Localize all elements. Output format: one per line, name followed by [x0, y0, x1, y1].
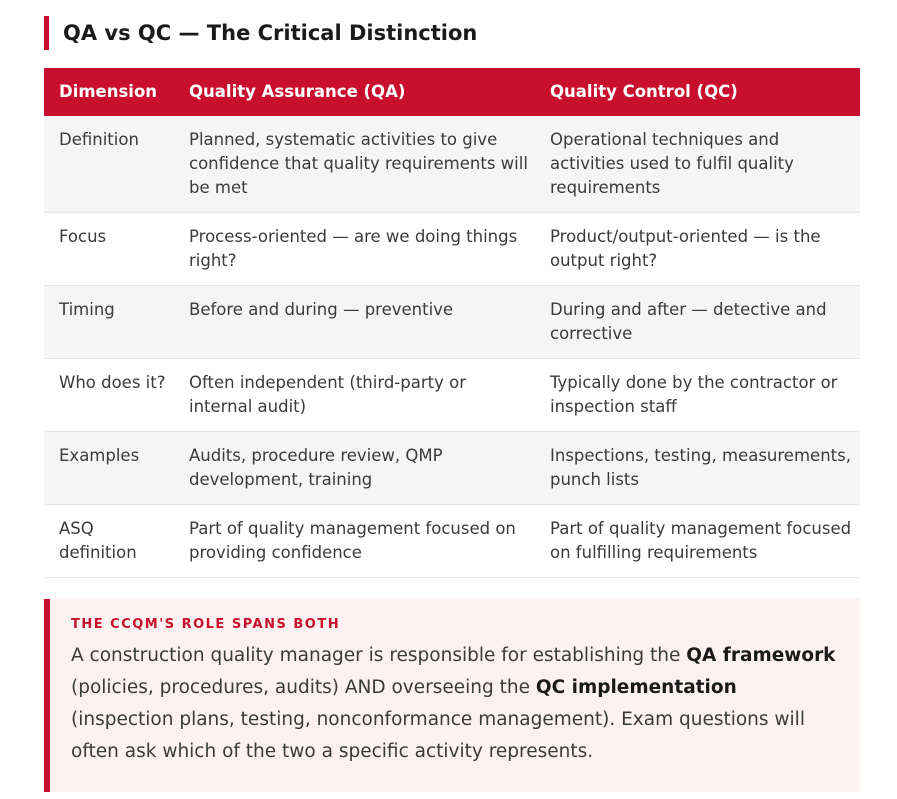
callout-text: (inspection plans, testing, nonconformance management). Exam questions will often ask which of the two a specific activity represents.	[71, 709, 805, 762]
cell-qc: Part of quality management focused on fulfilling requirements	[535, 505, 860, 578]
callout-box	[44, 599, 860, 792]
cell-dimension: Focus	[44, 213, 174, 286]
table-row	[44, 286, 860, 359]
callout-text: (policies, procedures, audits) AND overseeing the	[71, 677, 536, 698]
table-row	[44, 359, 860, 432]
callout-body	[71, 640, 840, 768]
table-header-row	[44, 68, 860, 116]
cell-dimension: Timing	[44, 286, 174, 359]
callout-bold-qa: QA framework	[686, 645, 836, 666]
cell-qa: Process-oriented — are we doing things right?	[174, 213, 535, 286]
cell-qa: Part of quality management focused on providing confidence	[174, 505, 535, 578]
header-qc: Quality Control (QC)	[535, 68, 860, 116]
table-row	[44, 505, 860, 578]
callout-label: THE CCQM'S ROLE SPANS BOTH	[71, 617, 341, 632]
cell-qa: Often independent (third-party or internal audit)	[174, 359, 535, 432]
table-row	[44, 432, 860, 505]
cell-qc: Inspections, testing, measurements, punch lists	[535, 432, 860, 505]
section-title: QA vs QC — The Critical Distinction	[44, 16, 477, 50]
cell-qa: Planned, systematic activities to give confidence that quality requirements will be met	[174, 116, 535, 213]
cell-qc: Product/output-oriented — is the output right?	[535, 213, 860, 286]
comparison-table	[44, 68, 860, 578]
cell-qc: During and after — detective and corrective	[535, 286, 860, 359]
cell-dimension: Examples	[44, 432, 174, 505]
cell-qa: Audits, procedure review, QMP development, training	[174, 432, 535, 505]
cell-dimension: ASQ definition	[44, 505, 174, 578]
table-row	[44, 116, 860, 213]
header-qa: Quality Assurance (QA)	[174, 68, 535, 116]
cell-dimension: Definition	[44, 116, 174, 213]
table-row	[44, 213, 860, 286]
callout-text: A construction quality manager is responsible for establishing the	[71, 645, 687, 666]
cell-qc: Operational techniques and activities used to fulfil quality requirements	[535, 116, 860, 213]
cell-dimension: Who does it?	[44, 359, 174, 432]
header-dimension: Dimension	[44, 68, 174, 116]
callout-bold-qc: QC implementation	[535, 677, 737, 698]
cell-qa: Before and during — preventive	[174, 286, 535, 359]
cell-qc: Typically done by the contractor or inspection staff	[535, 359, 860, 432]
